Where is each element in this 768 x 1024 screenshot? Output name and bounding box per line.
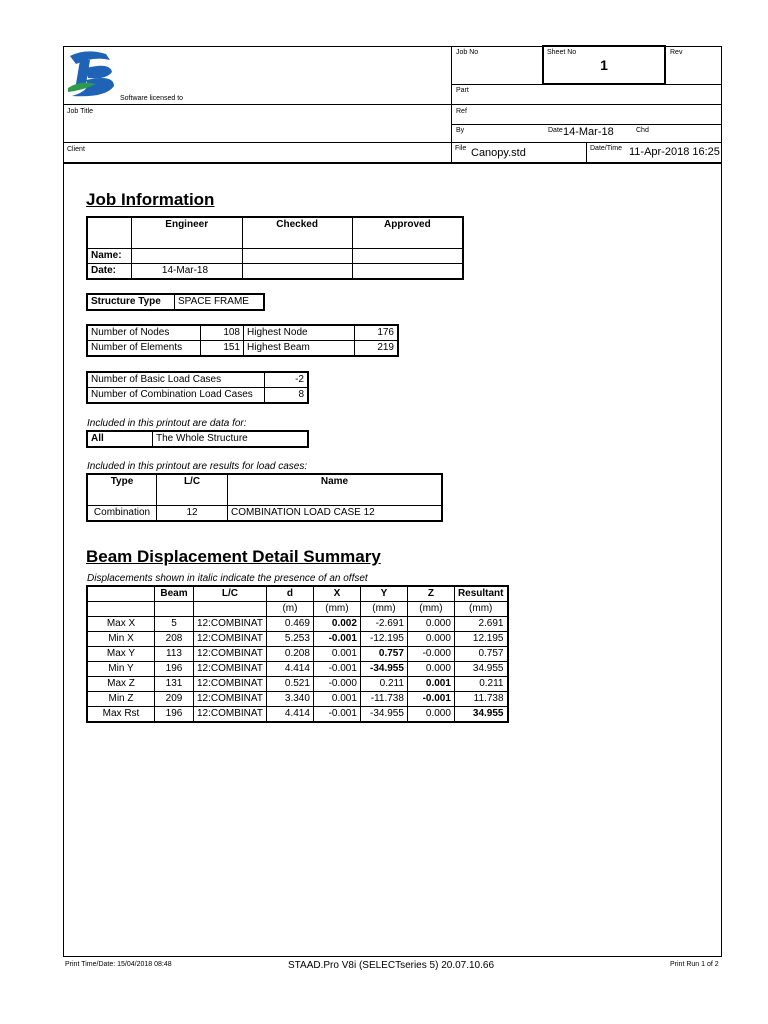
engineer-date: 14-Mar-18 <box>131 264 242 280</box>
basic-lc-value: -2 <box>265 372 309 388</box>
table-row <box>87 677 508 692</box>
elements-value: 151 <box>201 341 244 357</box>
sheet-no-value: 1 <box>600 57 608 73</box>
blank-header <box>87 217 131 249</box>
table-cell: -0.000 <box>313 677 360 692</box>
disp-header: Y <box>360 586 407 602</box>
table-cell: 0.757 <box>360 647 407 662</box>
chd-label: Chd <box>636 127 649 134</box>
table-cell: 12:COMBINAT <box>194 632 267 647</box>
table-cell: -0.001 <box>313 707 360 723</box>
header-line <box>451 104 722 105</box>
row-label: Max Rst <box>87 707 155 723</box>
disp-unit: (mm) <box>454 602 507 617</box>
row-label: Min X <box>87 632 155 647</box>
datetime-label: Date/Time <box>590 145 623 152</box>
software-licensed-label: Software licensed to <box>120 95 184 102</box>
highest-node-value: 176 <box>355 325 399 341</box>
table-cell: 196 <box>155 662 194 677</box>
approved-header: Approved <box>352 217 463 249</box>
disp-unit: (m) <box>266 602 313 617</box>
table-cell: 0.757 <box>454 647 507 662</box>
table-cell: 0.002 <box>313 617 360 632</box>
disp-header: L/C <box>194 586 267 602</box>
data-included-note: Included in this printout are data for: <box>87 418 247 429</box>
sheet-no-box <box>542 45 666 85</box>
table-cell: 113 <box>155 647 194 662</box>
table-cell: 208 <box>155 632 194 647</box>
table-cell: -0.001 <box>313 632 360 647</box>
table-cell: 0.208 <box>266 647 313 662</box>
comb-lc-label: Number of Combination Load Cases <box>87 388 265 404</box>
data-scope-table <box>86 430 309 448</box>
table-cell: 12:COMBINAT <box>194 647 267 662</box>
table-cell: 0.001 <box>407 677 454 692</box>
engineer-name <box>131 249 242 264</box>
highest-beam-value: 219 <box>355 341 399 357</box>
table-cell: 12:COMBINAT <box>194 677 267 692</box>
table-cell: 34.955 <box>454 707 507 723</box>
load-case-list-table <box>86 473 443 522</box>
sheet-no-label: Sheet No <box>547 49 577 56</box>
disp-header: Z <box>407 586 454 602</box>
type-header: Type <box>87 474 157 506</box>
file-label: File <box>455 145 467 152</box>
engineer-header: Engineer <box>131 217 242 249</box>
row-label: Min Y <box>87 662 155 677</box>
approved-name <box>352 249 463 264</box>
disp-unit: (mm) <box>313 602 360 617</box>
disp-header <box>87 586 155 602</box>
row-label: Max Y <box>87 647 155 662</box>
approved-date <box>352 264 463 280</box>
table-cell: 2.691 <box>454 617 507 632</box>
checked-name <box>242 249 352 264</box>
structure-type-table <box>86 293 265 311</box>
nodes-elements-table <box>86 324 399 357</box>
date-row-label: Date: <box>87 264 131 280</box>
table-cell: 196 <box>155 707 194 723</box>
table-row <box>87 692 508 707</box>
table-cell: 0.000 <box>407 707 454 723</box>
software-version: STAAD.Pro V8i (SELECTseries 5) 20.07.10.66 <box>288 960 495 971</box>
header-line <box>63 162 722 164</box>
disp-header: Resultant <box>454 586 507 602</box>
table-row <box>87 662 508 677</box>
table-cell: -2.691 <box>360 617 407 632</box>
all-label: All <box>87 431 153 447</box>
highest-beam-label: Highest Beam <box>244 341 355 357</box>
part-label: Part <box>456 87 469 94</box>
table-row <box>87 632 508 647</box>
table-cell: 12:COMBINAT <box>194 662 267 677</box>
table-cell: 0.000 <box>407 662 454 677</box>
job-info-title: Job Information <box>86 190 215 209</box>
table-cell: 12:COMBINAT <box>194 692 267 707</box>
table-cell: -34.955 <box>360 662 407 677</box>
disp-unit <box>87 602 155 617</box>
displacement-title: Beam Displacement Detail Summary <box>86 547 381 566</box>
name-row-label: Name: <box>87 249 131 264</box>
datetime-value: 11-Apr-2018 16:25 <box>629 146 720 158</box>
row-label: Max Z <box>87 677 155 692</box>
file-value: Canopy.std <box>471 147 526 159</box>
table-cell: 131 <box>155 677 194 692</box>
disp-unit <box>155 602 194 617</box>
table-cell: 0.000 <box>407 632 454 647</box>
table-cell: 0.001 <box>313 692 360 707</box>
nodes-value: 108 <box>201 325 244 341</box>
table-cell: 34.955 <box>454 662 507 677</box>
table-row <box>87 707 508 723</box>
rev-label: Rev <box>670 49 683 56</box>
table-cell: 0.000 <box>407 617 454 632</box>
displacement-note: Displacements shown in italic indicate the presence of an offset <box>87 573 368 584</box>
table-cell: 0.469 <box>266 617 313 632</box>
table-cell: 0.001 <box>313 647 360 662</box>
all-value: The Whole Structure <box>153 431 309 447</box>
elements-label: Number of Elements <box>87 341 201 357</box>
header-line <box>586 142 587 163</box>
disp-unit: (mm) <box>407 602 454 617</box>
lc-header: L/C <box>157 474 228 506</box>
table-cell: 5 <box>155 617 194 632</box>
table-cell: 4.414 <box>266 662 313 677</box>
table-cell: 12.195 <box>454 632 507 647</box>
checked-header: Checked <box>242 217 352 249</box>
table-cell: 0.211 <box>454 677 507 692</box>
name-header: Name <box>228 474 443 506</box>
table-cell: 11.738 <box>454 692 507 707</box>
header-line <box>451 124 722 125</box>
table-cell: 12:COMBINAT <box>194 617 267 632</box>
job-info-table <box>86 216 464 280</box>
date-label: Date <box>548 127 563 134</box>
nodes-label: Number of Nodes <box>87 325 201 341</box>
checked-date <box>242 264 352 280</box>
job-title-label: Job Title <box>67 108 94 115</box>
table-cell: 3.340 <box>266 692 313 707</box>
header-line <box>63 142 722 143</box>
highest-node-label: Highest Node <box>244 325 355 341</box>
lc-name: COMBINATION LOAD CASE 12 <box>228 506 443 522</box>
disp-unit <box>194 602 267 617</box>
table-cell: -0.001 <box>407 692 454 707</box>
table-cell: -11.738 <box>360 692 407 707</box>
lc-number: 12 <box>157 506 228 522</box>
table-cell: 5.253 <box>266 632 313 647</box>
displacement-table <box>86 585 509 723</box>
disp-header: X <box>313 586 360 602</box>
disp-unit: (mm) <box>360 602 407 617</box>
disp-header: Beam <box>155 586 194 602</box>
disp-header: d <box>266 586 313 602</box>
job-no-label: Job No <box>456 49 479 56</box>
comb-lc-value: 8 <box>265 388 309 404</box>
results-included-note: Included in this printout are results for load cases: <box>87 461 308 472</box>
by-label: By <box>456 127 465 134</box>
table-row <box>87 647 508 662</box>
table-cell: -12.195 <box>360 632 407 647</box>
structure-type-label: Structure Type <box>87 294 175 310</box>
table-cell: 209 <box>155 692 194 707</box>
lc-type: Combination <box>87 506 157 522</box>
load-cases-table <box>86 371 309 404</box>
table-cell: 12:COMBINAT <box>194 707 267 723</box>
table-cell: -0.000 <box>407 647 454 662</box>
row-label: Min Z <box>87 692 155 707</box>
row-label: Max X <box>87 617 155 632</box>
ref-label: Ref <box>456 108 467 115</box>
table-cell: 4.414 <box>266 707 313 723</box>
table-cell: -34.955 <box>360 707 407 723</box>
table-row <box>87 617 508 632</box>
table-cell: 0.521 <box>266 677 313 692</box>
basic-lc-label: Number of Basic Load Cases <box>87 372 265 388</box>
client-label: Client <box>67 146 85 153</box>
structure-type-value: SPACE FRAME <box>175 294 265 310</box>
company-logo <box>66 50 118 100</box>
table-cell: 0.211 <box>360 677 407 692</box>
print-run: Print Run 1 of 2 <box>670 961 719 968</box>
date-value: 14-Mar-18 <box>563 126 614 138</box>
print-time: Print Time/Date: 15/04/2018 08:48 <box>65 961 172 968</box>
table-cell: -0.001 <box>313 662 360 677</box>
